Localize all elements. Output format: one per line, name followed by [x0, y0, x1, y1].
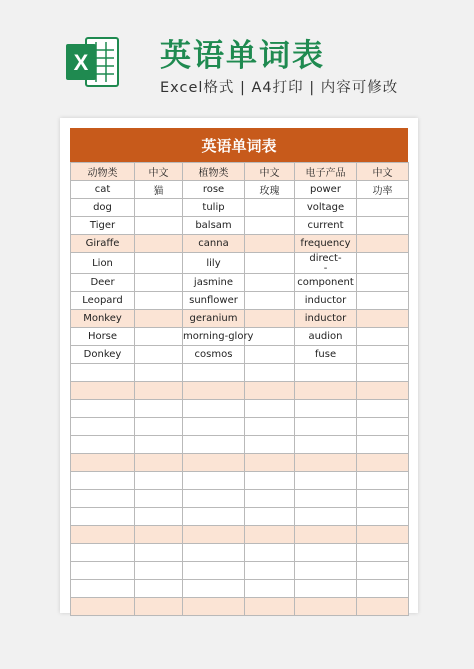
- table-cell[interactable]: [295, 436, 357, 454]
- table-cell[interactable]: [245, 454, 295, 472]
- table-cell[interactable]: inductor: [295, 292, 357, 310]
- table-cell[interactable]: [357, 526, 409, 544]
- table-cell[interactable]: [71, 562, 135, 580]
- table-cell[interactable]: [183, 508, 245, 526]
- table-cell[interactable]: [183, 562, 245, 580]
- table-cell[interactable]: component: [295, 274, 357, 292]
- table-cell[interactable]: [357, 235, 409, 253]
- table-cell[interactable]: [135, 310, 183, 328]
- table-row: [71, 562, 409, 580]
- table-cell[interactable]: cosmos: [183, 346, 245, 364]
- table-cell[interactable]: [295, 382, 357, 400]
- table-cell[interactable]: [71, 454, 135, 472]
- table-row: [71, 508, 409, 526]
- table-cell[interactable]: [135, 418, 183, 436]
- table-cell[interactable]: [71, 580, 135, 598]
- table-cell[interactable]: [245, 580, 295, 598]
- table-cell[interactable]: [245, 346, 295, 364]
- table-cell[interactable]: [135, 400, 183, 418]
- table-cell[interactable]: [135, 217, 183, 235]
- table-cell[interactable]: [245, 544, 295, 562]
- table-cell[interactable]: morning-glory: [183, 328, 245, 346]
- table-cell[interactable]: Monkey: [71, 310, 135, 328]
- logo-letter: X: [73, 50, 89, 75]
- table-cell[interactable]: [245, 274, 295, 292]
- table-cell[interactable]: [183, 418, 245, 436]
- table-cell[interactable]: jasmine: [183, 274, 245, 292]
- table-cell[interactable]: [295, 544, 357, 562]
- table-cell[interactable]: [135, 346, 183, 364]
- table-cell[interactable]: [357, 328, 409, 346]
- table-row: [71, 580, 409, 598]
- table-cell[interactable]: [135, 598, 183, 616]
- table-cell[interactable]: [357, 253, 409, 274]
- table-cell[interactable]: [71, 400, 135, 418]
- table-cell[interactable]: [135, 436, 183, 454]
- table-cell[interactable]: 功率: [357, 181, 409, 199]
- table-cell[interactable]: [135, 253, 183, 274]
- table-cell[interactable]: [245, 526, 295, 544]
- table-cell[interactable]: [135, 382, 183, 400]
- table-cell[interactable]: [295, 580, 357, 598]
- table-cell[interactable]: lily: [183, 253, 245, 274]
- table-cell[interactable]: [135, 199, 183, 217]
- table-row: [71, 310, 409, 328]
- table-cell[interactable]: tulip: [183, 199, 245, 217]
- table-cell[interactable]: geranium: [183, 310, 245, 328]
- table-cell[interactable]: [357, 472, 409, 490]
- table-cell[interactable]: 玫瑰: [245, 181, 295, 199]
- page-header: [0, 0, 474, 112]
- table-cell[interactable]: [135, 544, 183, 562]
- table-cell[interactable]: [183, 598, 245, 616]
- table-cell[interactable]: [357, 544, 409, 562]
- table-row: [71, 199, 409, 217]
- page-subtitle: Excel格式 | A4打印 | 内容可修改: [160, 80, 399, 96]
- table-cell[interactable]: [135, 454, 183, 472]
- table-cell[interactable]: [245, 199, 295, 217]
- sheet-title-bar: 英语单词表: [70, 128, 408, 162]
- table-cell[interactable]: canna: [183, 235, 245, 253]
- table-cell[interactable]: [245, 364, 295, 382]
- table-cell[interactable]: Deer: [71, 274, 135, 292]
- table-cell[interactable]: frequency: [295, 235, 357, 253]
- table-cell[interactable]: Horse: [71, 328, 135, 346]
- table-cell[interactable]: [183, 526, 245, 544]
- table-cell[interactable]: [135, 292, 183, 310]
- table-cell[interactable]: [295, 490, 357, 508]
- table-cell[interactable]: [183, 400, 245, 418]
- table-cell[interactable]: [245, 382, 295, 400]
- table-row: [71, 181, 409, 199]
- table-cell[interactable]: [357, 562, 409, 580]
- table-cell[interactable]: [71, 418, 135, 436]
- table-cell[interactable]: [135, 274, 183, 292]
- table-cell[interactable]: [357, 490, 409, 508]
- table-cell[interactable]: 猫: [135, 181, 183, 199]
- table-cell[interactable]: [135, 580, 183, 598]
- table-cell[interactable]: [135, 526, 183, 544]
- table-cell[interactable]: [183, 382, 245, 400]
- cell-overflow-text: -: [323, 263, 328, 274]
- table-cell[interactable]: [295, 526, 357, 544]
- table-cell[interactable]: [245, 400, 295, 418]
- table-cell[interactable]: [135, 472, 183, 490]
- table-row: [71, 454, 409, 472]
- table-cell[interactable]: [245, 253, 295, 274]
- table-header-row: [71, 163, 409, 181]
- table-cell[interactable]: balsam: [183, 217, 245, 235]
- table-cell[interactable]: [71, 382, 135, 400]
- table-cell[interactable]: [183, 472, 245, 490]
- table-cell[interactable]: [245, 436, 295, 454]
- table-cell[interactable]: [357, 382, 409, 400]
- table-cell[interactable]: [357, 292, 409, 310]
- table-row: [71, 217, 409, 235]
- table-cell[interactable]: [357, 346, 409, 364]
- table-row: [71, 490, 409, 508]
- table-row: [71, 253, 409, 274]
- table-cell[interactable]: [357, 199, 409, 217]
- table-row: [71, 544, 409, 562]
- table-cell[interactable]: [245, 562, 295, 580]
- table-cell[interactable]: [71, 364, 135, 382]
- table-cell[interactable]: Tiger: [71, 217, 135, 235]
- table-cell[interactable]: [245, 292, 295, 310]
- table-cell[interactable]: Donkey: [71, 346, 135, 364]
- table-cell[interactable]: [183, 580, 245, 598]
- table-cell[interactable]: [357, 454, 409, 472]
- column-header: 中文: [357, 163, 409, 181]
- column-header: 电子产品: [295, 163, 357, 181]
- table-cell[interactable]: [357, 598, 409, 616]
- table-cell[interactable]: [183, 436, 245, 454]
- table-cell[interactable]: [183, 454, 245, 472]
- column-header: 中文: [245, 163, 295, 181]
- table-cell[interactable]: [357, 400, 409, 418]
- table-cell[interactable]: [295, 472, 357, 490]
- table-cell[interactable]: [295, 400, 357, 418]
- table-cell[interactable]: [71, 598, 135, 616]
- table-cell[interactable]: [135, 490, 183, 508]
- table-cell[interactable]: [357, 418, 409, 436]
- table-row: [71, 328, 409, 346]
- table-cell[interactable]: [295, 598, 357, 616]
- table-cell[interactable]: [245, 217, 295, 235]
- table-cell[interactable]: [183, 490, 245, 508]
- excel-logo-icon: [64, 32, 120, 92]
- table-cell[interactable]: [135, 328, 183, 346]
- column-header: 植物类: [183, 163, 245, 181]
- table-row: [71, 526, 409, 544]
- table-cell[interactable]: [135, 508, 183, 526]
- table-cell[interactable]: [295, 454, 357, 472]
- table-cell[interactable]: cat: [71, 181, 135, 199]
- table-cell[interactable]: [295, 562, 357, 580]
- table-cell[interactable]: [357, 364, 409, 382]
- table-cell[interactable]: [357, 217, 409, 235]
- table-cell[interactable]: [245, 598, 295, 616]
- table-cell[interactable]: [357, 436, 409, 454]
- cell-text: direct-: [309, 253, 342, 264]
- word-table: [70, 162, 409, 616]
- table-cell[interactable]: [135, 364, 183, 382]
- table-cell[interactable]: sunflower: [183, 292, 245, 310]
- table-cell[interactable]: inductor: [295, 310, 357, 328]
- table-cell[interactable]: [71, 472, 135, 490]
- table-row: [71, 235, 409, 253]
- spreadsheet-sheet: [60, 118, 418, 613]
- table-cell[interactable]: [357, 508, 409, 526]
- table-cell[interactable]: rose: [183, 181, 245, 199]
- table-cell[interactable]: [245, 418, 295, 436]
- table-cell[interactable]: [183, 364, 245, 382]
- table-cell[interactable]: [295, 364, 357, 382]
- table-cell[interactable]: Lion: [71, 253, 135, 274]
- column-header: 中文: [135, 163, 183, 181]
- table-cell[interactable]: [295, 418, 357, 436]
- column-header: 动物类: [71, 163, 135, 181]
- table-cell[interactable]: [295, 253, 357, 274]
- table-cell[interactable]: fuse: [295, 346, 357, 364]
- table-row: [71, 346, 409, 364]
- table-cell[interactable]: [135, 562, 183, 580]
- page-title: 英语单词表: [160, 38, 325, 74]
- table-cell[interactable]: [295, 508, 357, 526]
- table-cell[interactable]: current: [295, 217, 357, 235]
- table-row: [71, 436, 409, 454]
- table-cell[interactable]: [71, 490, 135, 508]
- table-cell[interactable]: [71, 436, 135, 454]
- table-cell[interactable]: [183, 544, 245, 562]
- table-cell[interactable]: audion: [295, 328, 357, 346]
- table-cell[interactable]: [135, 235, 183, 253]
- table-cell[interactable]: voltage: [295, 199, 357, 217]
- table-row: [71, 472, 409, 490]
- table-cell[interactable]: [245, 490, 295, 508]
- table-cell[interactable]: [71, 508, 135, 526]
- table-row: [71, 400, 409, 418]
- table-cell[interactable]: [245, 472, 295, 490]
- table-row: [71, 598, 409, 616]
- table-row: [71, 382, 409, 400]
- table-cell[interactable]: [71, 544, 135, 562]
- table-cell[interactable]: dog: [71, 199, 135, 217]
- table-cell[interactable]: [357, 310, 409, 328]
- table-cell[interactable]: Leopard: [71, 292, 135, 310]
- table-cell[interactable]: [245, 235, 295, 253]
- table-row: [71, 292, 409, 310]
- table-cell[interactable]: [245, 310, 295, 328]
- table-cell[interactable]: [357, 274, 409, 292]
- table-row: [71, 418, 409, 436]
- table-cell[interactable]: [357, 580, 409, 598]
- table-row: [71, 274, 409, 292]
- table-cell[interactable]: [245, 508, 295, 526]
- table-cell[interactable]: Giraffe: [71, 235, 135, 253]
- table-cell[interactable]: [71, 526, 135, 544]
- table-row: [71, 364, 409, 382]
- table-cell[interactable]: power: [295, 181, 357, 199]
